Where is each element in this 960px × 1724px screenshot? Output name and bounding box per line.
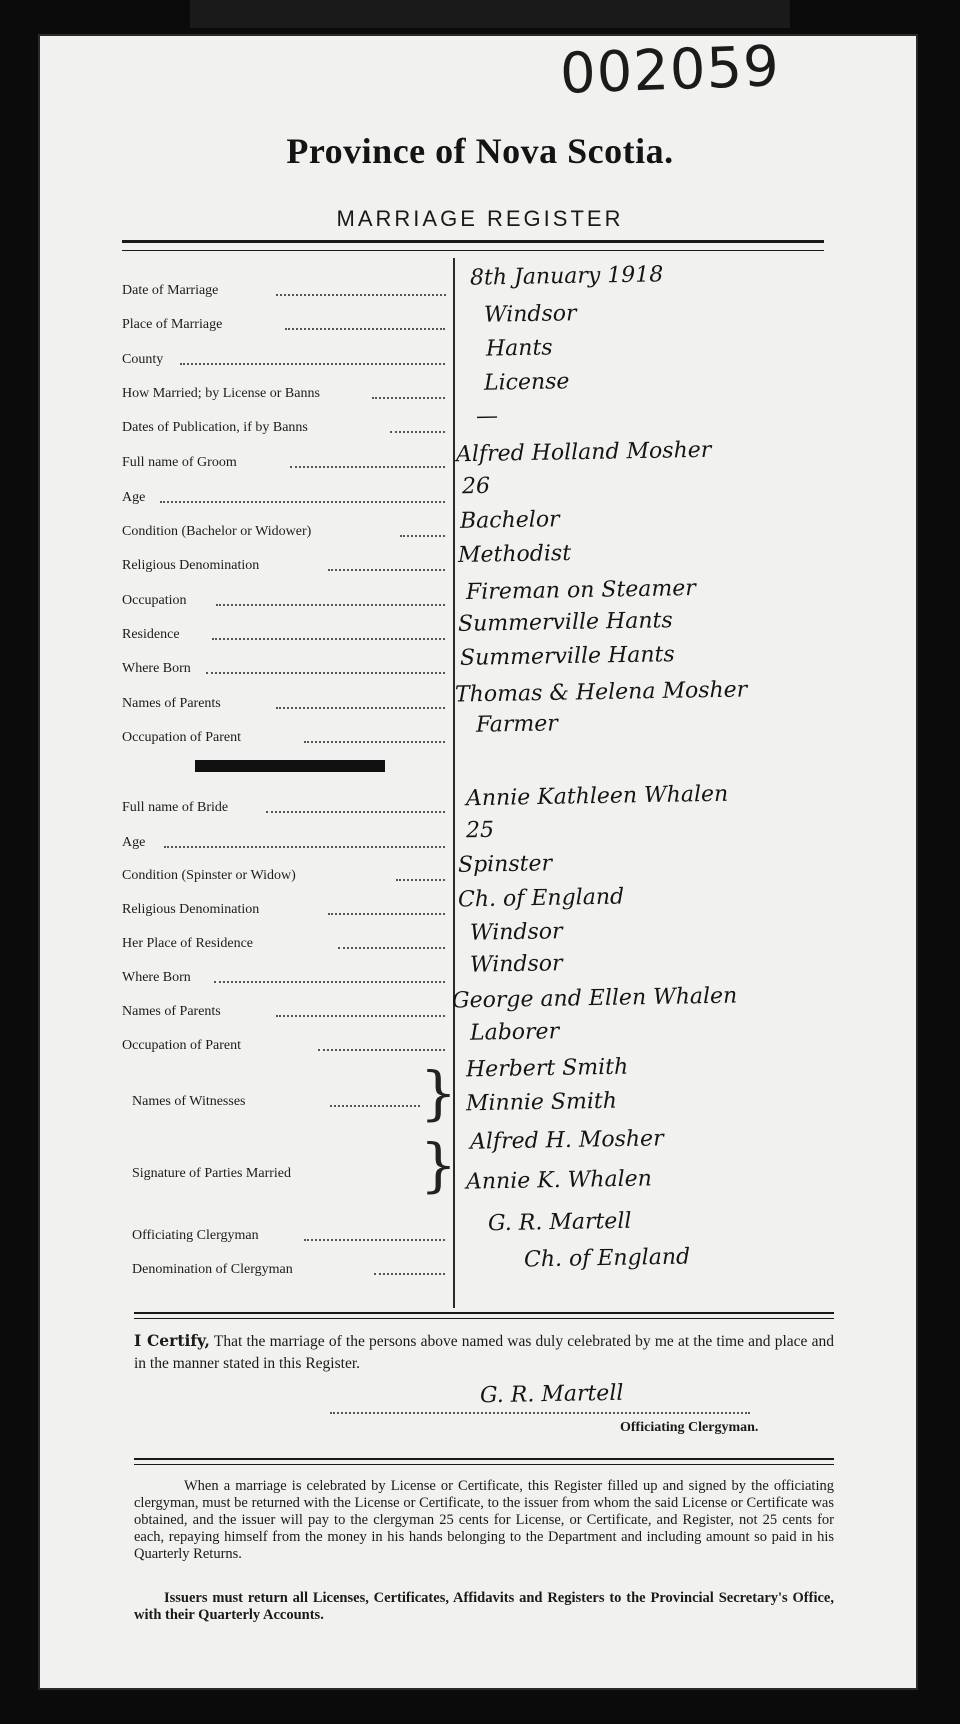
field-value: Farmer [475,711,559,738]
dot-leader [390,429,445,433]
field-value: Windsor [483,301,577,328]
field-label: Names of Witnesses [132,1094,246,1109]
dot-leader [276,705,445,709]
dot-leader [330,1103,420,1107]
field-label: Where Born [122,661,191,676]
dot-leader [212,636,445,640]
witness-name: Minnie Smith [465,1088,618,1117]
field-value: Ch. of England [457,884,625,913]
dot-leader [318,1047,445,1051]
dot-leader [285,326,445,330]
field-value: Windsor [469,919,563,946]
certify-text: That the marriage of the persons above named was duly celebrated by me at the time and place and in the manner stated in this Register. [134,1333,834,1372]
dot-leader [338,945,445,949]
field-label: Her Place of Residence [122,936,253,951]
field-label: Religious Denomination [122,902,260,917]
brace-bracket: } [420,1131,457,1199]
field-label: Condition (Bachelor or Widower) [122,524,312,539]
dot-leader [328,567,445,571]
field-value: License [483,369,570,396]
field-value: Bachelor [459,507,560,534]
field-label: Occupation of Parent [122,1038,241,1053]
dot-leader [266,809,445,813]
dot-leader [276,1013,445,1017]
dot-leader [396,877,445,881]
dot-leader [328,911,445,915]
notes-rule [134,1458,834,1460]
field-value: Spinster [457,851,553,878]
dot-leader [304,739,445,743]
dot-leader [164,844,445,848]
field-value: Methodist [457,541,572,568]
section-rule [134,1312,834,1314]
field-label: Officiating Clergyman [132,1228,259,1243]
redacted-heading-bar [195,760,385,772]
dot-leader [216,602,445,606]
field-label: How Married; by License or Banns [122,386,320,401]
field-value: Annie Kathleen Whalen [465,781,729,812]
dot-leader [372,395,445,399]
dot-leader [400,533,445,537]
field-label: Residence [122,627,180,642]
field-value: Ch. of England [523,1244,691,1273]
field-value: 25 [465,817,495,844]
field-value: G. R. Martell [487,1208,632,1237]
signature-line [330,1410,750,1414]
register-number: 002059 [558,34,781,107]
field-value: Fireman on Steamer [465,575,697,606]
header-rule-thin [122,250,824,251]
party-signature: Annie K. Whalen [465,1166,653,1195]
field-label: Date of Marriage [122,283,219,298]
header-rule [122,240,824,243]
field-label: Condition (Spinster or Widow) [122,868,296,883]
dot-leader [180,361,445,365]
field-value: — [475,403,499,430]
dot-leader [160,499,445,503]
dot-leader [374,1271,445,1275]
field-value: 26 [461,473,491,500]
field-label: Denomination of Clergyman [132,1262,293,1277]
field-label: Full name of Bride [122,800,229,815]
field-label: Age [122,490,146,505]
certification-statement [134,1330,834,1375]
page-title: Province of Nova Scotia. [286,131,674,171]
field-label: Names of Parents [122,696,221,711]
field-label: Place of Marriage [122,317,223,332]
clergy-signature: G. R. Martell [479,1380,624,1409]
field-value: 8th January 1918 [469,262,664,291]
field-label: Dates of Publication, if by Banns [122,420,308,435]
section-rule [134,1318,834,1319]
brace-bracket: } [420,1059,457,1127]
field-value: Thomas & Helena Mosher [454,677,748,708]
certify-lead: I Certify, [134,1331,210,1350]
field-value: Alfred Holland Mosher [455,437,712,468]
field-label: Religious Denomination [122,558,260,573]
field-value: Windsor [469,951,563,978]
field-value: Summerville Hants [459,642,675,671]
field-value: Laborer [469,1019,560,1046]
dot-leader [214,979,445,983]
field-label: Occupation [122,593,187,608]
dot-leader [206,670,445,674]
signature-caption: Officiating Clergyman. [620,1420,759,1435]
top-frame-strip [190,0,790,28]
instruction-note: When a marriage is celebrated by License or Certificate, this Register filled up and signed by the officiating clergyman, must be returned with the License or Certificate, to the issuer from whom the said License or Certificate was obtained, and the issuer will pay to the clergyman 25 cents for License, or Certificate, and Register, not 25 cents for each, repaying himself from the money in his hands belonging to the Department and including amount so paid in his Quarterly Returns. [134,1478,834,1562]
form-subtitle: MARRIAGE REGISTER [336,206,624,231]
field-label: Occupation of Parent [122,730,241,745]
field-label: Full name of Groom [122,455,237,470]
field-value: Summerville Hants [457,608,673,637]
field-label: Where Born [122,970,191,985]
field-label: Names of Parents [122,1004,221,1019]
field-label: County [122,352,164,367]
dot-leader [290,464,445,468]
notes-rule [134,1464,834,1465]
field-value: Hants [485,335,553,362]
field-value: George and Ellen Whalen [451,983,738,1014]
dot-leader [276,292,446,296]
witness-name: Herbert Smith [465,1054,629,1083]
dot-leader [304,1237,445,1241]
party-signature: Alfred H. Mosher [469,1126,664,1155]
return-instruction: Issuers must return all Licenses, Certificates, Affidavits and Registers to the Provincial Secretary's Office, with their Quarterly Accounts. [134,1590,834,1623]
field-label: Age [122,835,146,850]
field-label: Signature of Parties Married [132,1166,292,1181]
